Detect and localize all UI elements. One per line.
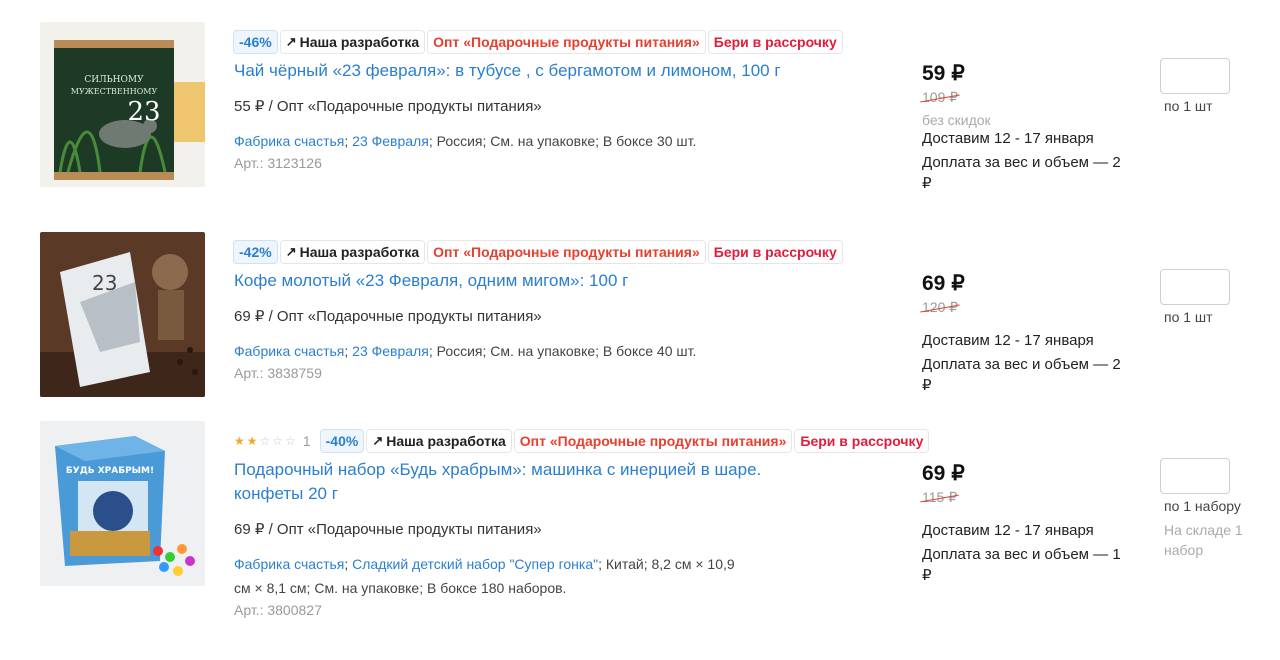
quantity-input[interactable] xyxy=(1160,269,1230,305)
current-price xyxy=(922,271,1132,297)
currency-symbol: ₽ xyxy=(951,272,965,295)
series-link[interactable]: 23 Февраля xyxy=(352,343,429,359)
price-value: 69 xyxy=(922,272,946,295)
stock-status: На складе 1 набор xyxy=(1164,522,1243,558)
current-price xyxy=(922,61,1132,87)
own-brand-badge[interactable] xyxy=(367,430,510,452)
installment-badge[interactable]: Бери в рассрочку xyxy=(709,241,842,263)
old-price: 115 ₽ xyxy=(922,489,958,505)
star-empty-icon: ☆ xyxy=(285,434,296,448)
handshake-icon: ↗ xyxy=(372,433,384,448)
article-number: Арт.: 3838759 xyxy=(234,365,322,381)
own-brand-label: Наша разработка xyxy=(386,433,506,449)
star-empty-icon: ☆ xyxy=(272,434,284,448)
brand-link[interactable]: Фабрика счастья xyxy=(234,343,345,359)
price-value: 69 xyxy=(922,462,946,485)
svg-text:23: 23 xyxy=(127,97,161,127)
quantity-unit: по 1 шт xyxy=(1164,309,1213,325)
product-properties: Фабрика счастья; Сладкий детский набор "Супер гонка"; Китай; 8,2 см × 10,9 см × 8,1 см; См. на упаковке; В боксе 180 наборов. xyxy=(234,556,735,596)
coffee-pack-image xyxy=(40,232,205,397)
weight-surcharge: Доплата за вес и объем — 2 ₽ xyxy=(922,356,1121,394)
current-price xyxy=(922,461,1132,487)
unit-price: 69 ₽ / Опт «Подарочные продукты питания» xyxy=(234,308,542,325)
svg-text:БУДЬ ХРАБРЫМ!: БУДЬ ХРАБРЫМ! xyxy=(65,466,155,476)
product-title-link[interactable]: Подарочный набор «Будь храбрым»: машинка с инерцией в шаре. конфеты 20 г xyxy=(234,460,762,503)
rating-count[interactable]: 1 xyxy=(302,433,311,449)
article-number: Арт.: 3800827 xyxy=(234,602,322,618)
product-image[interactable] xyxy=(40,232,205,397)
quantity-unit: по 1 шт xyxy=(1164,98,1213,114)
unit-price: 69 ₽ / Опт «Подарочные продукты питания» xyxy=(234,521,542,538)
handshake-icon: ↗ xyxy=(285,244,297,259)
quantity-input[interactable] xyxy=(1160,58,1230,94)
badges xyxy=(234,241,914,263)
rating-stars[interactable] xyxy=(234,433,311,449)
svg-text:СИЛЬНОМУ: СИЛЬНОМУ xyxy=(84,75,144,85)
old-price: 120 ₽ xyxy=(922,299,959,315)
badges xyxy=(234,430,924,452)
quantity-input[interactable] xyxy=(1160,458,1230,494)
installment-badge[interactable]: Бери в рассрочку xyxy=(795,430,928,452)
svg-text:МУЖЕСТВЕННОМУ: МУЖЕСТВЕННОМУ xyxy=(70,87,158,96)
product-image[interactable] xyxy=(40,421,205,586)
weight-surcharge: Доплата за вес и объем — 1 ₽ xyxy=(922,546,1121,584)
gift-box-image xyxy=(40,421,205,586)
own-brand-label: Наша разработка xyxy=(299,34,420,50)
wholesale-badge[interactable]: Опт «Подарочные продукты питания» xyxy=(428,241,705,263)
properties-text: ; Россия; См. на упаковке; В боксе 40 шт. xyxy=(428,343,697,359)
discount-badge: -46% xyxy=(234,31,277,53)
weight-surcharge: Доплата за вес и объем — 2 ₽ xyxy=(922,154,1121,192)
discount-badge: -40% xyxy=(321,430,364,452)
currency-symbol: ₽ xyxy=(951,462,965,485)
handshake-icon: ↗ xyxy=(285,34,297,49)
delivery-date: Доставим 12 - 17 января xyxy=(922,130,1094,147)
tea-tube-image xyxy=(40,22,205,187)
installment-badge[interactable]: Бери в рассрочку xyxy=(709,31,842,53)
old-price: 109 ₽ xyxy=(922,89,959,105)
own-brand-badge[interactable] xyxy=(281,31,424,53)
discount-badge: -42% xyxy=(234,241,277,263)
unit-price: 55 ₽ / Опт «Подарочные продукты питания» xyxy=(234,98,542,115)
product-title-link[interactable]: Чай чёрный «23 февраля»: в тубусе , с бергамотом и лимоном, 100 г xyxy=(234,61,781,80)
quantity-unit: по 1 набору xyxy=(1164,498,1241,514)
own-brand-badge[interactable] xyxy=(281,241,424,263)
properties-text: ; Китай; 8,2 см × 10,9 см × 8,1 см; См. на упаковке; В боксе 180 наборов. xyxy=(234,556,735,596)
product-title-link[interactable]: Кофе молотый «23 Февраля, одним мигом»: 100 г xyxy=(234,271,629,290)
svg-text:23: 23 xyxy=(92,271,118,295)
delivery-date: Доставим 12 - 17 января xyxy=(922,522,1094,539)
price-value: 59 xyxy=(922,62,946,85)
product-properties: Фабрика счастья; 23 Февраля; Россия; См. на упаковке; В боксе 30 шт. xyxy=(234,133,697,149)
currency-symbol: ₽ xyxy=(951,62,965,85)
article-number: Арт.: 3123126 xyxy=(234,155,322,171)
brand-link[interactable]: Фабрика счастья xyxy=(234,133,345,149)
series-link[interactable]: Сладкий детский набор "Супер гонка" xyxy=(352,556,599,572)
product-image[interactable] xyxy=(40,22,205,187)
badges xyxy=(234,31,914,53)
properties-text: ; Россия; См. на упаковке; В боксе 30 шт. xyxy=(428,133,697,149)
wholesale-badge[interactable]: Опт «Подарочные продукты питания» xyxy=(515,430,792,452)
wholesale-badge[interactable]: Опт «Подарочные продукты питания» xyxy=(428,31,705,53)
star-empty-icon: ☆ xyxy=(259,434,271,448)
star-filled-icon: ★ xyxy=(246,434,258,448)
series-link[interactable]: 23 Февраля xyxy=(352,133,429,149)
product-properties: Фабрика счастья; 23 Февраля; Россия; См. на упаковке; В боксе 40 шт. xyxy=(234,343,697,359)
brand-link[interactable]: Фабрика счастья xyxy=(234,556,345,572)
own-brand-label: Наша разработка xyxy=(299,244,420,260)
star-filled-icon: ★ xyxy=(234,434,245,448)
no-discount-note: без скидок xyxy=(922,112,991,128)
delivery-date: Доставим 12 - 17 января xyxy=(922,332,1094,349)
